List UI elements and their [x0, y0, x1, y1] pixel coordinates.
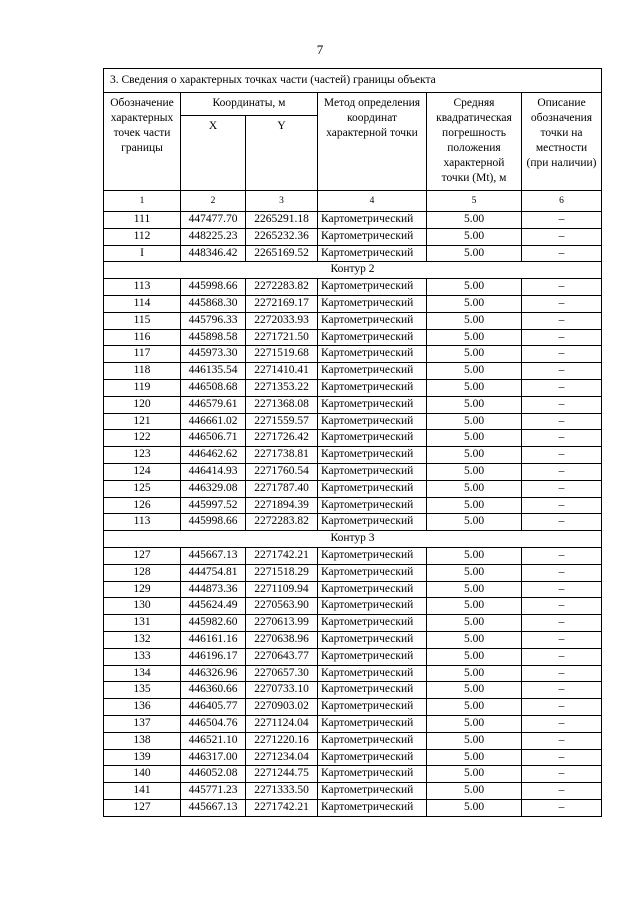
coord-x: 445667.13	[181, 799, 246, 816]
table-row	[104, 329, 602, 346]
description-cell: –	[522, 564, 602, 581]
method-cell: Картометрический	[318, 581, 427, 598]
coord-x: 445997.52	[181, 497, 246, 514]
point-id: 126	[104, 497, 181, 514]
coord-y: 2271234.04	[246, 749, 318, 766]
description-cell: –	[522, 295, 602, 312]
table-row	[104, 363, 602, 380]
error-cell: 5.00	[427, 682, 522, 699]
coord-x: 446462.62	[181, 447, 246, 464]
description-cell: –	[522, 480, 602, 497]
method-cell: Картометрический	[318, 212, 427, 229]
coord-x: 445796.33	[181, 312, 246, 329]
method-cell: Картометрический	[318, 799, 427, 816]
coord-x: 448346.42	[181, 245, 246, 262]
coord-y: 2272283.82	[246, 279, 318, 296]
error-cell: 5.00	[427, 715, 522, 732]
table-row	[104, 564, 602, 581]
coord-x: 446135.54	[181, 363, 246, 380]
method-cell: Картометрический	[318, 413, 427, 430]
coord-y: 2270657.30	[246, 665, 318, 682]
point-id: 111	[104, 212, 181, 229]
table-row	[104, 732, 602, 749]
coord-y: 2271109.94	[246, 581, 318, 598]
error-cell: 5.00	[427, 581, 522, 598]
coord-x: 446196.17	[181, 648, 246, 665]
error-cell: 5.00	[427, 463, 522, 480]
column-number: 2	[181, 191, 246, 212]
coord-y: 2270733.10	[246, 682, 318, 699]
header-method: Метод определения координат характерной точки	[318, 93, 427, 191]
table-row	[104, 447, 602, 464]
contour-label: Контур 2	[104, 262, 602, 279]
point-id: 136	[104, 699, 181, 716]
header-row	[104, 93, 602, 116]
column-number: 6	[522, 191, 602, 212]
method-cell: Картометрический	[318, 279, 427, 296]
method-cell: Картометрический	[318, 396, 427, 413]
coord-y: 2270563.90	[246, 598, 318, 615]
coord-x: 446052.08	[181, 766, 246, 783]
coord-x: 445624.49	[181, 598, 246, 615]
coord-x: 445998.66	[181, 279, 246, 296]
point-id: 135	[104, 682, 181, 699]
table-row	[104, 581, 602, 598]
table-row	[104, 682, 602, 699]
error-cell: 5.00	[427, 212, 522, 229]
header-error: Средняя квадратическая погрешность положения характерной точки (Mt), м	[427, 93, 522, 191]
header-x: X	[181, 116, 246, 191]
point-id: I	[104, 245, 181, 262]
coord-y: 2271353.22	[246, 379, 318, 396]
description-cell: –	[522, 413, 602, 430]
table-row	[104, 379, 602, 396]
method-cell: Картометрический	[318, 514, 427, 531]
table-row	[104, 279, 602, 296]
coord-y: 2271244.75	[246, 766, 318, 783]
coord-x: 445898.58	[181, 329, 246, 346]
method-cell: Картометрический	[318, 547, 427, 564]
coord-y: 2271726.42	[246, 430, 318, 447]
description-cell: –	[522, 715, 602, 732]
table-row	[104, 396, 602, 413]
table-row	[104, 631, 602, 648]
coord-y: 2272283.82	[246, 514, 318, 531]
table-row	[104, 514, 602, 531]
method-cell: Картометрический	[318, 598, 427, 615]
method-cell: Картометрический	[318, 228, 427, 245]
section-title: 3. Сведения о характерных точках части (частей) границы объекта	[104, 69, 602, 93]
table-row	[104, 480, 602, 497]
table-row	[104, 228, 602, 245]
header-description: Описание обозначения точки на местности (при наличии)	[522, 93, 602, 191]
point-id: 123	[104, 447, 181, 464]
table-row	[104, 699, 602, 716]
description-cell: –	[522, 665, 602, 682]
point-id: 124	[104, 463, 181, 480]
table-row	[104, 497, 602, 514]
coord-y: 2271220.16	[246, 732, 318, 749]
method-cell: Картометрический	[318, 447, 427, 464]
coord-x: 445667.13	[181, 547, 246, 564]
section-title-row	[104, 69, 602, 93]
point-id: 112	[104, 228, 181, 245]
method-cell: Картометрический	[318, 648, 427, 665]
error-cell: 5.00	[427, 648, 522, 665]
method-cell: Картометрический	[318, 295, 427, 312]
description-cell: –	[522, 396, 602, 413]
description-cell: –	[522, 732, 602, 749]
coord-y: 2271742.21	[246, 547, 318, 564]
description-cell: –	[522, 346, 602, 363]
header-coordinates: Координаты, м	[181, 93, 318, 116]
description-cell: –	[522, 279, 602, 296]
method-cell: Картометрический	[318, 363, 427, 380]
point-id: 139	[104, 749, 181, 766]
point-id: 113	[104, 514, 181, 531]
point-id: 127	[104, 547, 181, 564]
description-cell: –	[522, 212, 602, 229]
coord-x: 446504.76	[181, 715, 246, 732]
coord-y: 2271738.81	[246, 447, 318, 464]
table-row	[104, 598, 602, 615]
point-id: 117	[104, 346, 181, 363]
description-cell: –	[522, 799, 602, 816]
error-cell: 5.00	[427, 598, 522, 615]
coord-y: 2271410.41	[246, 363, 318, 380]
error-cell: 5.00	[427, 514, 522, 531]
description-cell: –	[522, 514, 602, 531]
description-cell: –	[522, 783, 602, 800]
method-cell: Картометрический	[318, 379, 427, 396]
point-id: 137	[104, 715, 181, 732]
coord-x: 446521.10	[181, 732, 246, 749]
coord-y: 2271519.68	[246, 346, 318, 363]
point-id: 118	[104, 363, 181, 380]
coord-y: 2265169.52	[246, 245, 318, 262]
description-cell: –	[522, 363, 602, 380]
error-cell: 5.00	[427, 699, 522, 716]
table-row	[104, 413, 602, 430]
description-cell: –	[522, 447, 602, 464]
error-cell: 5.00	[427, 279, 522, 296]
coord-x: 445868.30	[181, 295, 246, 312]
method-cell: Картометрический	[318, 430, 427, 447]
table-row	[104, 648, 602, 665]
method-cell: Картометрический	[318, 346, 427, 363]
method-cell: Картометрический	[318, 715, 427, 732]
error-cell: 5.00	[427, 732, 522, 749]
error-cell: 5.00	[427, 631, 522, 648]
method-cell: Картометрический	[318, 480, 427, 497]
point-id: 140	[104, 766, 181, 783]
error-cell: 5.00	[427, 564, 522, 581]
point-id: 121	[104, 413, 181, 430]
coord-y: 2271787.40	[246, 480, 318, 497]
column-number: 5	[427, 191, 522, 212]
contour-label: Контур 3	[104, 531, 602, 548]
point-id: 138	[104, 732, 181, 749]
coord-y: 2265232.36	[246, 228, 318, 245]
table-row	[104, 346, 602, 363]
point-id: 134	[104, 665, 181, 682]
point-id: 130	[104, 598, 181, 615]
error-cell: 5.00	[427, 379, 522, 396]
method-cell: Картометрический	[318, 783, 427, 800]
table-row	[104, 799, 602, 816]
column-numbers-row	[104, 191, 602, 212]
error-cell: 5.00	[427, 430, 522, 447]
method-cell: Картометрический	[318, 564, 427, 581]
error-cell: 5.00	[427, 396, 522, 413]
error-cell: 5.00	[427, 615, 522, 632]
point-id: 122	[104, 430, 181, 447]
description-cell: –	[522, 497, 602, 514]
header-designation: Обозначение характерных точек части границы	[104, 93, 181, 191]
description-cell: –	[522, 648, 602, 665]
table-row	[104, 715, 602, 732]
coord-y: 2272169.17	[246, 295, 318, 312]
description-cell: –	[522, 430, 602, 447]
method-cell: Картометрический	[318, 732, 427, 749]
method-cell: Картометрический	[318, 699, 427, 716]
coord-y: 2271368.08	[246, 396, 318, 413]
description-cell: –	[522, 312, 602, 329]
description-cell: –	[522, 699, 602, 716]
method-cell: Картометрический	[318, 665, 427, 682]
point-id: 120	[104, 396, 181, 413]
coord-x: 446326.96	[181, 665, 246, 682]
point-id: 127	[104, 799, 181, 816]
coord-x: 445998.66	[181, 514, 246, 531]
column-number: 4	[318, 191, 427, 212]
error-cell: 5.00	[427, 480, 522, 497]
error-cell: 5.00	[427, 363, 522, 380]
coord-y: 2270638.96	[246, 631, 318, 648]
description-cell: –	[522, 463, 602, 480]
point-id: 115	[104, 312, 181, 329]
coord-x: 446506.71	[181, 430, 246, 447]
coord-x: 445982.60	[181, 615, 246, 632]
error-cell: 5.00	[427, 749, 522, 766]
error-cell: 5.00	[427, 295, 522, 312]
method-cell: Картометрический	[318, 615, 427, 632]
point-id: 141	[104, 783, 181, 800]
coord-x: 447477.70	[181, 212, 246, 229]
contour-row	[104, 262, 602, 279]
method-cell: Картометрический	[318, 463, 427, 480]
method-cell: Картометрический	[318, 766, 427, 783]
boundary-points-table	[103, 68, 602, 817]
point-id: 116	[104, 329, 181, 346]
point-id: 119	[104, 379, 181, 396]
coord-x: 446161.16	[181, 631, 246, 648]
table-row	[104, 665, 602, 682]
table-row	[104, 430, 602, 447]
coord-x: 446405.77	[181, 699, 246, 716]
table-row	[104, 749, 602, 766]
description-cell: –	[522, 766, 602, 783]
coord-y: 2270613.99	[246, 615, 318, 632]
table-row	[104, 295, 602, 312]
description-cell: –	[522, 631, 602, 648]
coord-y: 2271721.50	[246, 329, 318, 346]
table-row	[104, 245, 602, 262]
column-number: 1	[104, 191, 181, 212]
page-number: 7	[316, 42, 324, 57]
coord-x: 446329.08	[181, 480, 246, 497]
method-cell: Картометрический	[318, 312, 427, 329]
point-id: 113	[104, 279, 181, 296]
error-cell: 5.00	[427, 447, 522, 464]
coord-y: 2271742.21	[246, 799, 318, 816]
error-cell: 5.00	[427, 413, 522, 430]
coord-y: 2271559.57	[246, 413, 318, 430]
method-cell: Картометрический	[318, 497, 427, 514]
column-number: 3	[246, 191, 318, 212]
point-id: 125	[104, 480, 181, 497]
point-id: 132	[104, 631, 181, 648]
table-row	[104, 766, 602, 783]
coord-y: 2272033.93	[246, 312, 318, 329]
table-row	[104, 212, 602, 229]
error-cell: 5.00	[427, 799, 522, 816]
method-cell: Картометрический	[318, 631, 427, 648]
table-row	[104, 312, 602, 329]
coord-y: 2271518.29	[246, 564, 318, 581]
point-id: 128	[104, 564, 181, 581]
method-cell: Картометрический	[318, 682, 427, 699]
table-row	[104, 783, 602, 800]
error-cell: 5.00	[427, 665, 522, 682]
coord-y: 2271760.54	[246, 463, 318, 480]
description-cell: –	[522, 547, 602, 564]
description-cell: –	[522, 228, 602, 245]
description-cell: –	[522, 749, 602, 766]
method-cell: Картометрический	[318, 329, 427, 346]
error-cell: 5.00	[427, 346, 522, 363]
description-cell: –	[522, 598, 602, 615]
error-cell: 5.00	[427, 766, 522, 783]
coord-x: 444873.36	[181, 581, 246, 598]
description-cell: –	[522, 615, 602, 632]
error-cell: 5.00	[427, 783, 522, 800]
description-cell: –	[522, 379, 602, 396]
description-cell: –	[522, 581, 602, 598]
error-cell: 5.00	[427, 228, 522, 245]
point-id: 114	[104, 295, 181, 312]
coord-x: 446579.61	[181, 396, 246, 413]
coord-x: 446360.66	[181, 682, 246, 699]
coord-x: 446508.68	[181, 379, 246, 396]
error-cell: 5.00	[427, 312, 522, 329]
point-id: 133	[104, 648, 181, 665]
table-row	[104, 615, 602, 632]
coord-x: 445771.23	[181, 783, 246, 800]
header-y: Y	[246, 116, 318, 191]
coord-x: 445973.30	[181, 346, 246, 363]
point-id: 131	[104, 615, 181, 632]
point-id: 129	[104, 581, 181, 598]
coord-y: 2265291.18	[246, 212, 318, 229]
description-cell: –	[522, 329, 602, 346]
method-cell: Картометрический	[318, 245, 427, 262]
coord-y: 2270643.77	[246, 648, 318, 665]
coord-x: 446414.93	[181, 463, 246, 480]
error-cell: 5.00	[427, 329, 522, 346]
table-row	[104, 547, 602, 564]
coord-x: 446317.00	[181, 749, 246, 766]
coord-x: 446661.02	[181, 413, 246, 430]
coord-x: 448225.23	[181, 228, 246, 245]
coord-y: 2271894.39	[246, 497, 318, 514]
description-cell: –	[522, 682, 602, 699]
error-cell: 5.00	[427, 497, 522, 514]
coord-y: 2271333.50	[246, 783, 318, 800]
error-cell: 5.00	[427, 245, 522, 262]
description-cell: –	[522, 245, 602, 262]
error-cell: 5.00	[427, 547, 522, 564]
table-row	[104, 463, 602, 480]
coord-x: 444754.81	[181, 564, 246, 581]
coord-y: 2270903.02	[246, 699, 318, 716]
coord-y: 2271124.04	[246, 715, 318, 732]
method-cell: Картометрический	[318, 749, 427, 766]
contour-row	[104, 531, 602, 548]
